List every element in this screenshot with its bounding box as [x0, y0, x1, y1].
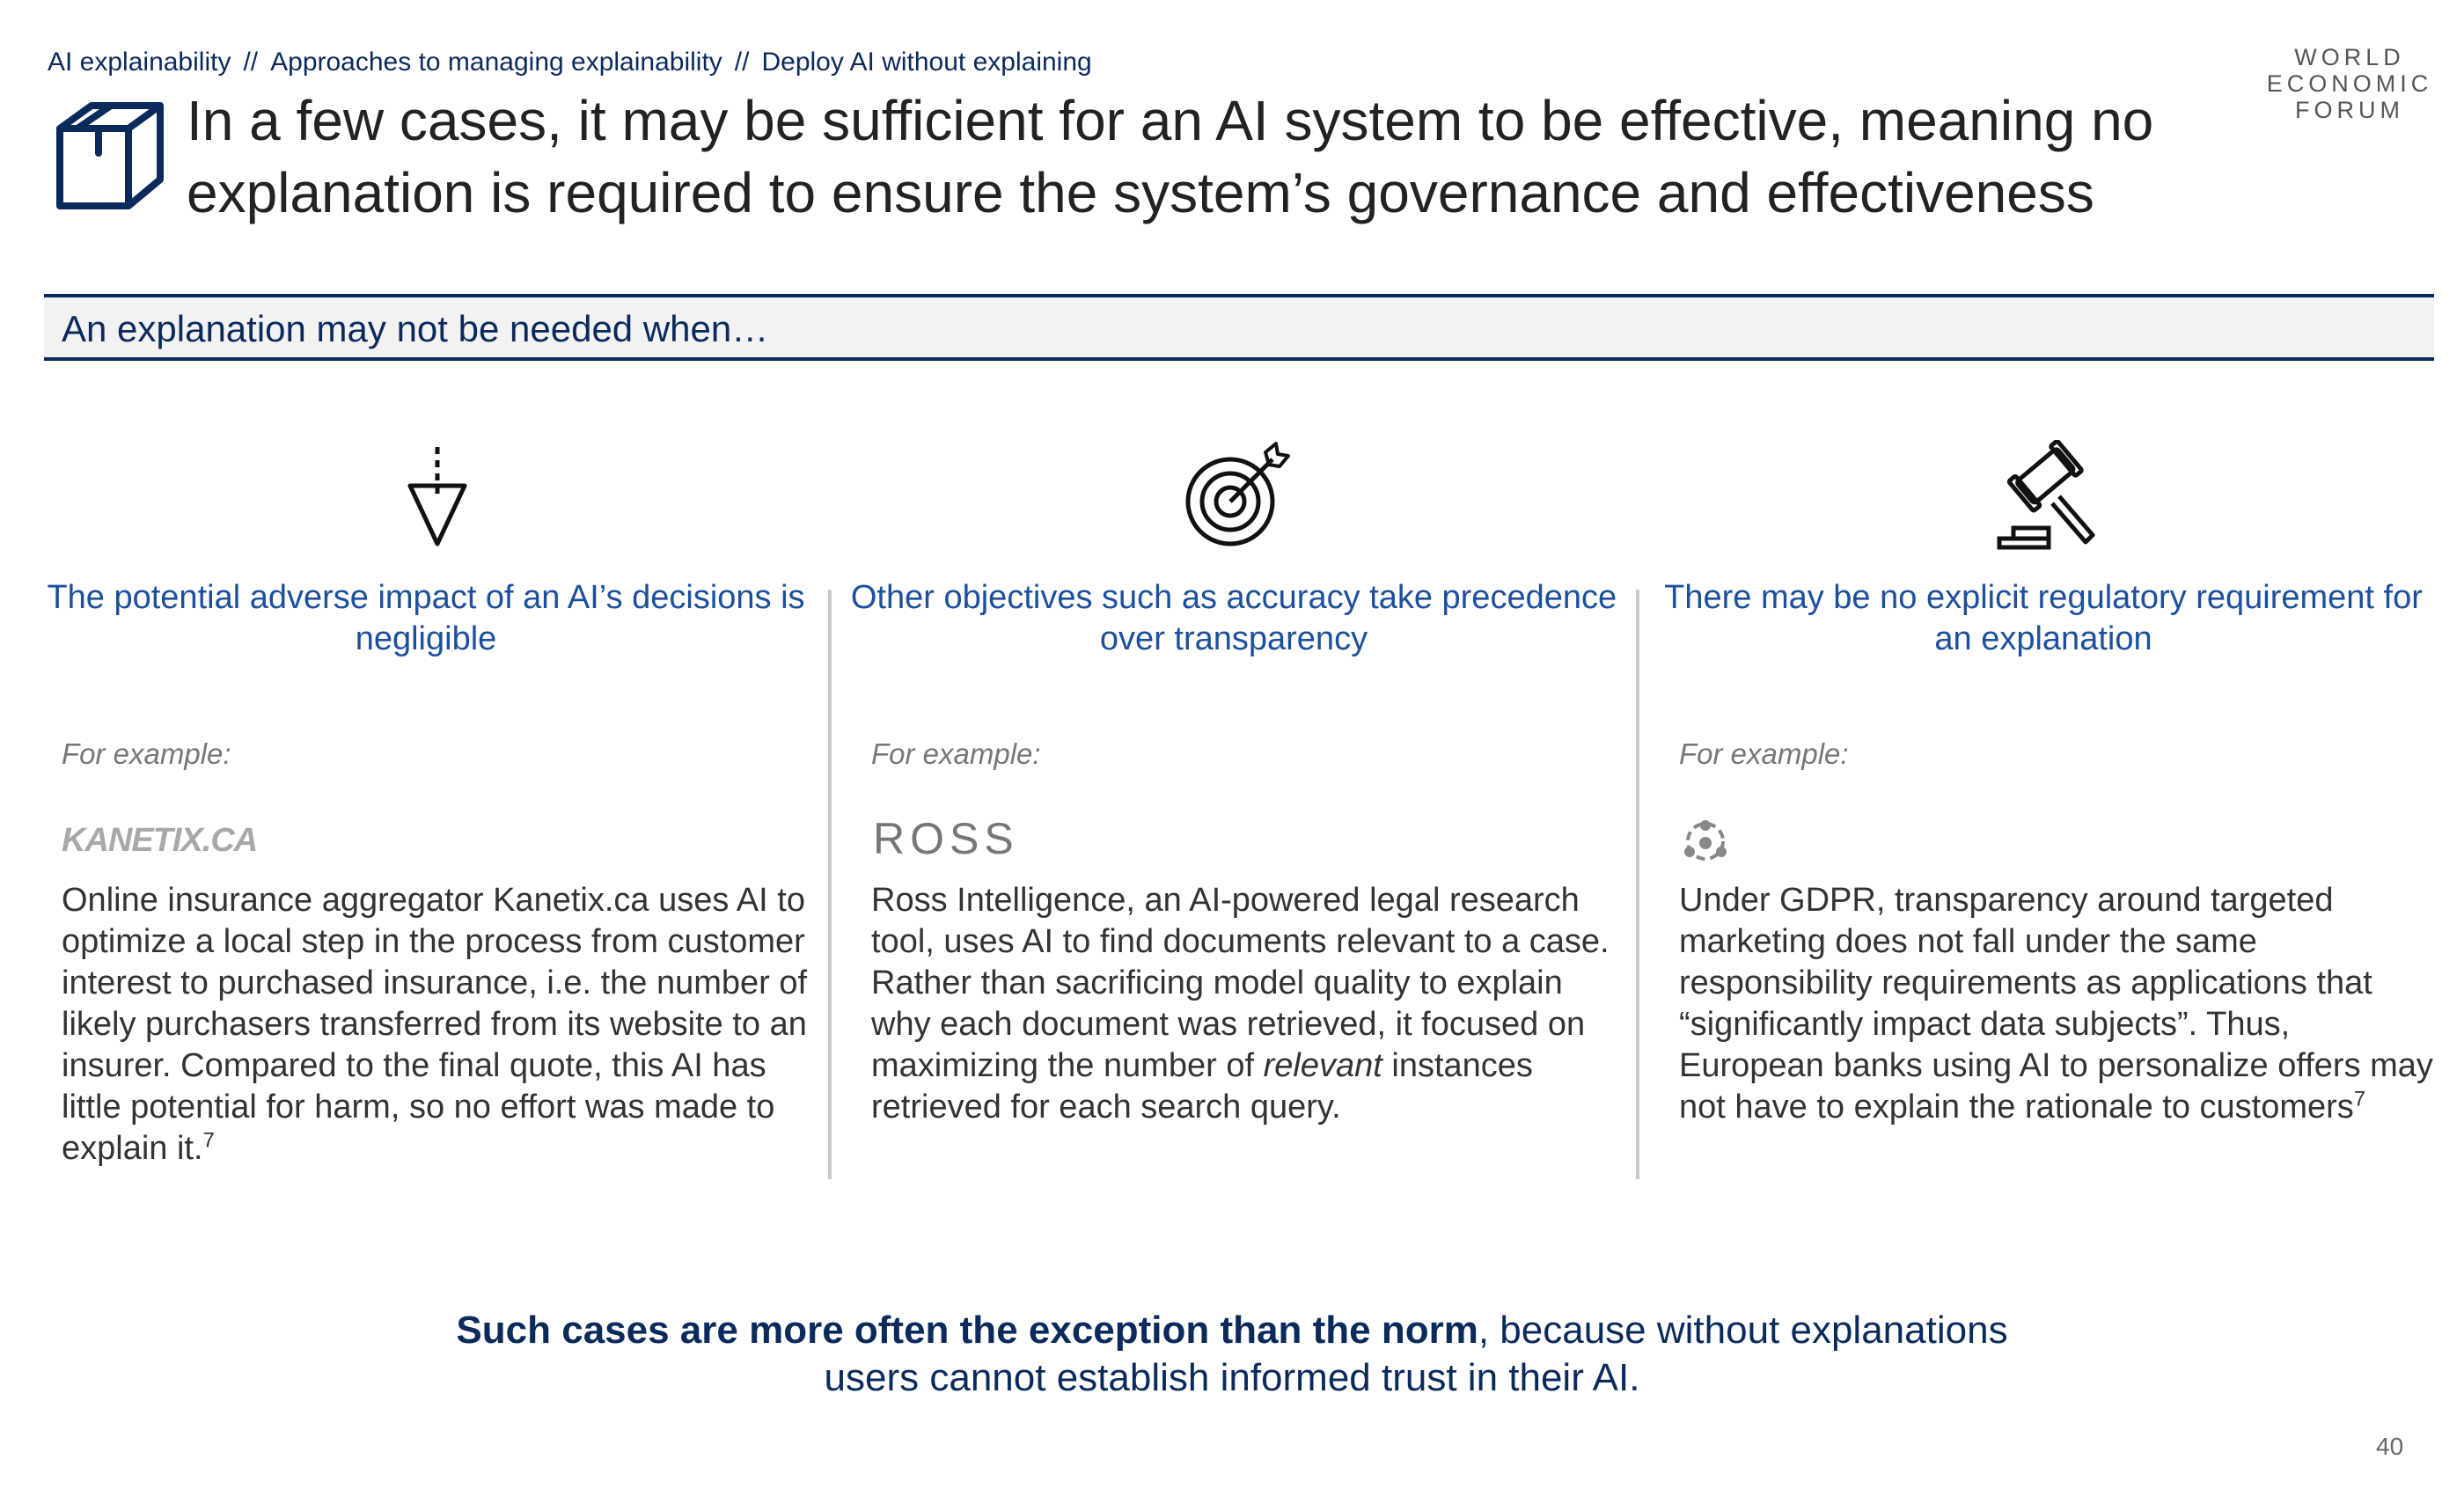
- footer-text: , because without explanations: [1478, 1309, 2008, 1352]
- page-title: In a few cases, it may be sufficient for an AI system to be effective, meaning no explanation is required to ensure the system’s governance and effectiveness: [187, 89, 2154, 224]
- ross-logo: ROSS: [873, 814, 1019, 863]
- example-body: Under GDPR, transparency around targeted marketing does not fall under the same responsibility requirements as applications that “significantly impact data subjects”. Thus, European banks using AI to personalize offers may not have to explain the rationale to customers$^7$: [1679, 882, 2433, 1126]
- column-divider: [1636, 590, 1639, 1179]
- example-body: Online insurance aggregator Kanetix.ca uses AI to optimize a local step in the process from customer interest to purchased insurance, i.e. the number of likely purchasers transferred from its website to an insurer. Compared to the final quote, this AI has little potential for harm, so no effort was made to explain it.$^7$: [62, 882, 808, 1167]
- footnote[interactable]: 7: [2353, 1087, 2366, 1111]
- example-body: Ross Intelligence, an AI-powered legal research tool, uses AI to find documents relevant to a case. Rather than sacrificing model quality to explain why each document was retrieved, it focused on maximizing the number of relevant instances retrieved for each search query.: [871, 882, 1610, 1126]
- gavel-icon: [1991, 440, 2105, 554]
- target-icon: [1177, 440, 1292, 554]
- breadcrumb-separator: //: [734, 48, 750, 77]
- example-label: For example:: [871, 737, 1041, 770]
- breadcrumb: [48, 48, 1092, 77]
- kanetix-logo: KANETIX.CA: [62, 822, 258, 859]
- box-icon: [53, 99, 167, 213]
- page-number: 40: [2376, 1433, 2404, 1460]
- column-heading: The potential adverse impact of an AI’s decisions is negligible: [47, 579, 805, 657]
- column-heading: There may be no explicit regulatory requirement for an explanation: [1664, 579, 2423, 657]
- logo-line: WORLD: [2294, 44, 2405, 70]
- logo-line: ECONOMIC: [2266, 70, 2433, 97]
- footer-statement: [0, 1307, 2464, 1402]
- example-label: For example:: [1679, 737, 1849, 770]
- breadcrumb-item[interactable]: Deploy AI without explaining: [761, 48, 1092, 77]
- wef-logo: [2262, 44, 2438, 123]
- breadcrumb-item[interactable]: Approaches to managing explainability: [270, 48, 722, 77]
- footer-bold: Such cases are more often the exception than the norm: [456, 1309, 1478, 1352]
- breadcrumb-item[interactable]: AI explainability: [48, 48, 231, 77]
- example-label: For example:: [62, 737, 231, 770]
- footnote[interactable]: 7: [202, 1128, 215, 1153]
- arrow-down-icon: [380, 440, 495, 554]
- breadcrumb-separator: //: [243, 48, 259, 77]
- people-network-icon: [1681, 817, 1730, 866]
- column-heading: Other objectives such as accuracy take precedence over transparency: [850, 579, 1617, 657]
- banner-text: An explanation may not be needed when…: [62, 308, 769, 349]
- column-divider: [828, 590, 832, 1179]
- section-banner: [44, 294, 2434, 361]
- footer-text: users cannot establish informed trust in their AI.: [824, 1356, 1640, 1399]
- logo-line: FORUM: [2295, 97, 2404, 123]
